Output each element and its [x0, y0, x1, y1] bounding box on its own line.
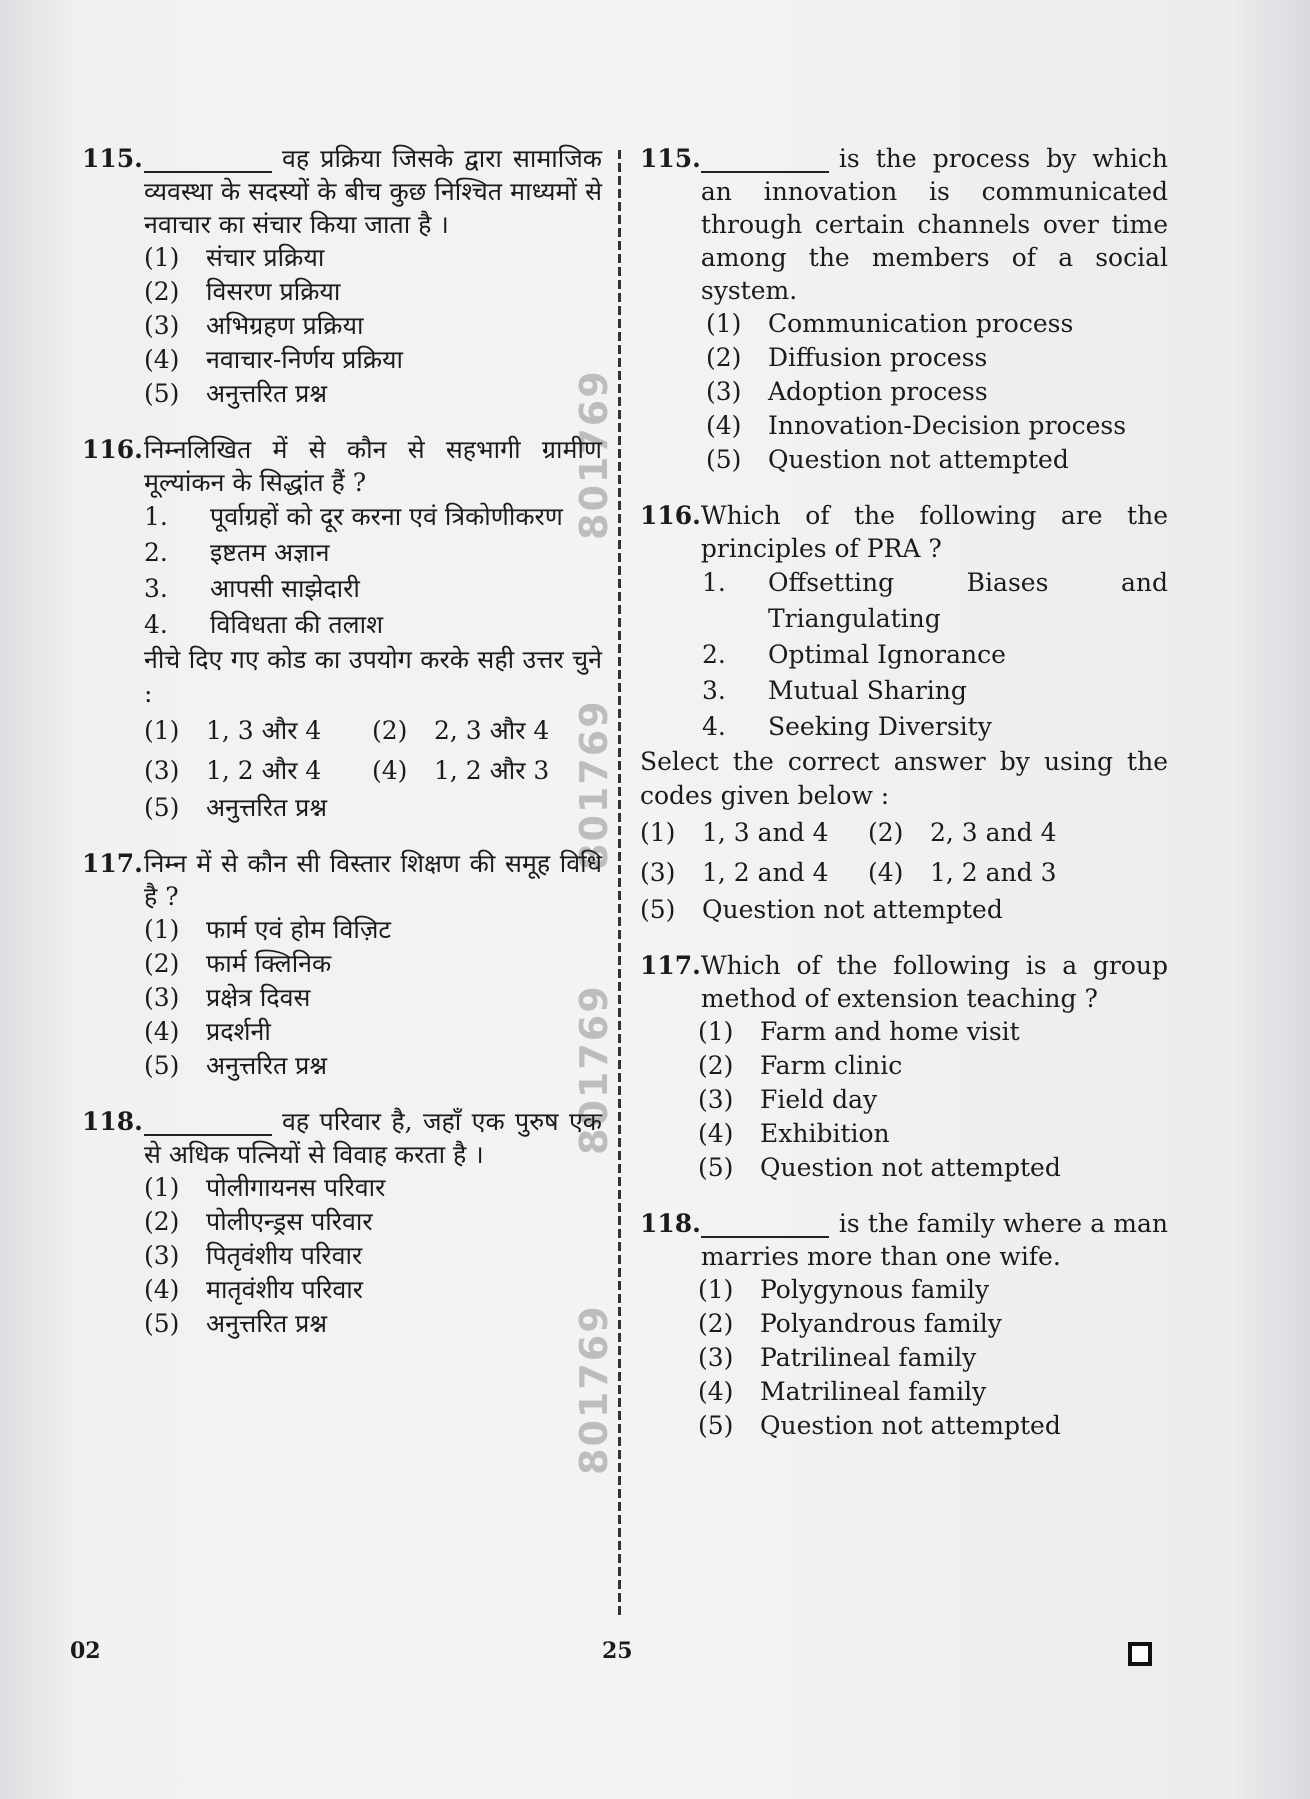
statement: 4. विविधता की तलाश — [144, 610, 384, 639]
statement: 2. इष्टतम अज्ञान — [144, 538, 330, 567]
question-117-english — [640, 949, 1168, 1185]
option: (4) Matrilineal family — [698, 1377, 987, 1406]
question-number: 115. — [640, 144, 701, 173]
question-text: निम्न में से कौन सी विस्तार शिक्षण की समूह विधि है ? — [144, 849, 602, 911]
watermark-serial: 801769 — [572, 369, 616, 540]
question-number: 118. — [640, 1209, 701, 1238]
statement: 3. Mutual Sharing — [702, 676, 967, 705]
page-number: 25 — [602, 1638, 633, 1664]
statement: 4. Seeking Diversity — [702, 712, 992, 741]
option: (2) विसरण प्रक्रिया — [144, 277, 341, 306]
option: (2) Farm clinic — [698, 1051, 903, 1080]
code-option: (1) 1, 3 and 4 — [640, 818, 829, 847]
question-118-hindi — [82, 1105, 602, 1341]
question-text: Which of the following are the principles of PRA ? — [700, 501, 1168, 563]
hindi-column — [82, 142, 602, 1363]
option: (1) Communication process — [706, 309, 1074, 338]
option: (5) अनुत्तरित प्रश्न — [144, 1309, 328, 1338]
option: (2) फार्म क्लिनिक — [144, 949, 332, 978]
square-marker-icon — [1128, 1642, 1152, 1666]
question-number: 117. — [82, 849, 143, 878]
watermark-serial: 801769 — [572, 1304, 616, 1475]
option: (5) Question not attempted — [640, 895, 1003, 924]
statement: 1. पूर्वाग्रहों को दूर करना एवं त्रिकोणीकरण — [144, 502, 563, 531]
answer-blank — [701, 157, 829, 173]
question-text: निम्नलिखित में से कौन से सहभागी ग्रामीण मूल्यांकन के सिद्धांत हैं ? — [144, 435, 602, 497]
option: (5) अनुत्तरित प्रश्न — [144, 793, 328, 822]
option: (5) Question not attempted — [706, 445, 1069, 474]
option: (3) पितृवंशीय परिवार — [144, 1241, 363, 1270]
question-text: वह परिवार है, जहाँ एक पुरुष एक से अधिक पत्नियों से विवाह करता है । — [144, 1107, 602, 1169]
option: (3) Patrilineal family — [698, 1343, 977, 1372]
answer-blank — [144, 157, 272, 173]
question-text: is the process by which an innovation is communicated through certain channels over time among the members of a social system. — [700, 144, 1168, 305]
instruction: नीचे दिए गए कोड का उपयोग करके सही उत्तर चुने : — [144, 645, 602, 708]
option: (4) Innovation-Decision process — [706, 411, 1127, 440]
code-option: (3) 1, 2 and 4 — [640, 858, 829, 887]
booklet-code: 02 — [70, 1638, 101, 1664]
option: (1) फार्म एवं होम विज़िट — [144, 915, 391, 944]
question-number: 117. — [640, 951, 701, 980]
option: (4) मातृवंशीय परिवार — [144, 1275, 363, 1304]
question-116-hindi — [82, 433, 602, 825]
option: (4) नवाचार-निर्णय प्रक्रिया — [144, 345, 404, 374]
question-118-english — [640, 1207, 1168, 1443]
code-option: (2) 2, 3 and 4 — [868, 818, 1057, 847]
answer-blank — [144, 1120, 272, 1136]
watermark-serial: 801769 — [572, 699, 616, 870]
english-column — [640, 142, 1168, 1465]
watermark-serial: 801769 — [572, 984, 616, 1155]
option: (3) Adoption process — [706, 377, 988, 406]
option: (5) Question not attempted — [698, 1153, 1061, 1182]
option: (4) प्रदर्शनी — [144, 1017, 271, 1046]
option: (2) Polyandrous family — [698, 1309, 1002, 1338]
option: (1) पोलीगायनस परिवार — [144, 1173, 386, 1202]
option: (3) अभिग्रहण प्रक्रिया — [144, 311, 364, 340]
statement: 2. Optimal Ignorance — [702, 640, 1006, 669]
option: (3) प्रक्षेत्र दिवस — [144, 983, 311, 1012]
question-text: Which of the following is a group method of extension teaching ? — [700, 951, 1168, 1013]
question-text: is the family where a man marries more than one wife. — [700, 1209, 1168, 1271]
question-115-hindi — [82, 142, 602, 411]
instruction: Select the correct answer by using the codes given below : — [640, 747, 1168, 810]
code-option: (4) 1, 2 and 3 — [868, 858, 1057, 887]
option: (3) Field day — [698, 1085, 878, 1114]
code-option: (1) 1, 3 और 4 — [144, 716, 322, 745]
question-116-english — [640, 499, 1168, 927]
option: (1) Polygynous family — [698, 1275, 990, 1304]
column-divider — [618, 150, 621, 1615]
option: (2) Diffusion process — [706, 343, 988, 372]
question-text: वह प्रक्रिया जिसके द्वारा सामाजिक व्यवस्था के सदस्यों के बीच कुछ निश्चित माध्यमों से नवाचार का संचार किया जाता है । — [144, 144, 602, 239]
answer-blank — [701, 1222, 829, 1238]
code-option: (4) 1, 2 और 3 — [372, 756, 550, 785]
option: (5) अनुत्तरित प्रश्न — [144, 379, 328, 408]
question-115-english — [640, 142, 1168, 477]
code-option: (3) 1, 2 और 4 — [144, 756, 322, 785]
question-number: 118. — [82, 1107, 143, 1136]
question-number: 116. — [640, 501, 701, 530]
statement: 3. आपसी साझेदारी — [144, 574, 360, 603]
question-117-hindi — [82, 847, 602, 1083]
option: (5) Question not attempted — [698, 1411, 1061, 1440]
question-number: 115. — [82, 144, 143, 173]
option: (2) पोलीएन्ड्रस परिवार — [144, 1207, 373, 1236]
option: (4) Exhibition — [698, 1119, 890, 1148]
option: (5) अनुत्तरित प्रश्न — [144, 1051, 328, 1080]
statement: 1. Offsetting Biases and Triangulating — [702, 568, 1168, 633]
question-number: 116. — [82, 435, 143, 464]
option: (1) Farm and home visit — [698, 1017, 1020, 1046]
option: (1) संचार प्रक्रिया — [144, 243, 325, 272]
code-option: (2) 2, 3 और 4 — [372, 716, 550, 745]
